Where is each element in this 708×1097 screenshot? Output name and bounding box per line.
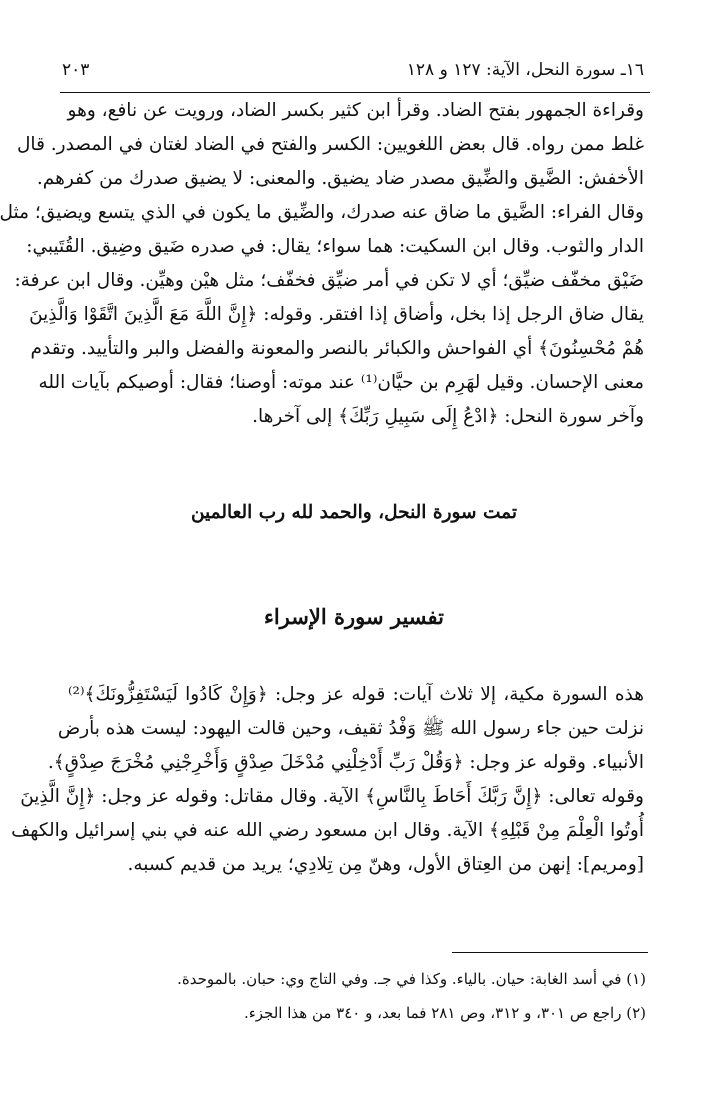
tafsir-paragraph-nahl xyxy=(0,94,644,434)
text-line: نزلت حين جاء رسول الله ﷺ وَفْدُ ثقيف، وحين قالت اليهود: ليست هذه بأرض xyxy=(57,718,644,739)
text-line: معنى الإحسان. وقيل لهَرِم بن حيَّان⁽¹⁾ عند موته: أوصنا؛ فقال: أوصيكم بآيات الله xyxy=(38,372,644,393)
text-line: الأنبياء. وقوله عز وجل: ﴿وَقُلْ رَبِّ أَدْخِلْنِي مُدْخَلَ صِدْقٍ وَأَخْرِجْنِي مُخْرَجَ صِدْقٍ﴾. xyxy=(47,752,644,773)
footnote-divider xyxy=(452,952,648,953)
header-divider xyxy=(60,92,650,93)
page-number: ٢٠٣ xyxy=(62,60,90,80)
footnote: (٢) راجع ص ٣٠١، و ٣١٢، وص ٢٨١ فما بعد، و ٣٤٠ من هذا الجزء. xyxy=(243,1004,646,1022)
text-line: وقال الفراء: الضَّيق ما ضاق عنه صدرك، والضِّيق ما يكون في الذي يتسع ويضيق؛ مثل xyxy=(0,202,644,223)
text-line: غلط ممن رواه. قال بعض اللغويين: الكسر والفتح في الضاد لغتان في المصدر. قال xyxy=(16,134,644,155)
text-line: الدار والثوب. وقال ابن السكيت: هما سواء؛ يقال: في صدره ضَيق وضِيق. القُتَيبي: xyxy=(26,236,644,257)
text-line: [ومريم]: إنهن من العِتاق الأول، وهنّ مِن تِلادِي؛ يريد من قديم كسبه. xyxy=(127,854,644,875)
text-line: هُمْ مُحْسِنُونَ﴾ أي الفواحش والكبائر بالنصر والمعونة والفضل والبر والتأييد. وتقدم xyxy=(30,338,644,359)
footnotes xyxy=(96,962,646,1030)
surah-closing-line: تمت سورة النحل، والحمد لله رب العالمين xyxy=(190,502,518,523)
running-header xyxy=(62,60,644,88)
section-title: تفسير سورة الإسراء xyxy=(263,604,445,629)
text-line: ضَيْق مخفّف ضيِّق؛ أي لا تكن في أمر ضيِّق فخفّف؛ مثل هيْن وهيِّن. وقال ابن عرفة: xyxy=(14,270,644,291)
text-line: يقال ضاق الرجل إذا بخل، وأضاق إذا افتقر. وقوله: ﴿إِنَّ اللَّهَ مَعَ الَّذِينَ اتَّقَوْا وَالَّذِينَ xyxy=(29,304,644,325)
text-line: وقوله تعالى: ﴿إِنَّ رَبَّكَ أَحَاطَ بِالنَّاسِ﴾ الآية. وقال مقاتل: وقوله عز وجل: ﴿إِنَّ الَّذِينَ xyxy=(20,786,644,807)
text-line: وآخر سورة النحل: ﴿ادْعُ إِلَى سَبِيلِ رَبِّكَ﴾ إلى آخرها. xyxy=(252,406,644,427)
text-line: هذه السورة مكية، إلا ثلاث آيات: قوله عز وجل: ﴿وَإِنْ كَادُوا لَيَسْتَفِزُّونَكَ﴾⁽²⁾ xyxy=(68,684,644,705)
text-line: وقراءة الجمهور بفتح الضاد. وقرأ ابن كثير بكسر الضاد، ورويت عن نافع، وهو xyxy=(67,100,644,121)
tafsir-paragraph-isra xyxy=(11,678,644,882)
text-line: أُوتُوا الْعِلْمَ مِنْ قَبْلِهِ﴾ الآية. وقال ابن مسعود رضي الله عنه في بني إسرائيل والكهف xyxy=(11,820,644,841)
footnote: (١) في أسد الغابة: حيان. بالياء. وكذا في جـ. وفي التاج وي: حبان. بالموحدة. xyxy=(177,970,646,988)
running-title: ١٦ـ سورة النحل، الآية: ١٢٧ و ١٢٨ xyxy=(406,60,644,80)
text-line: الأخفش: الضَّيق والضِّيق مصدر ضاد يضيق. والمعنى: لا يضيق صدرك من كفرهم. xyxy=(36,168,644,189)
